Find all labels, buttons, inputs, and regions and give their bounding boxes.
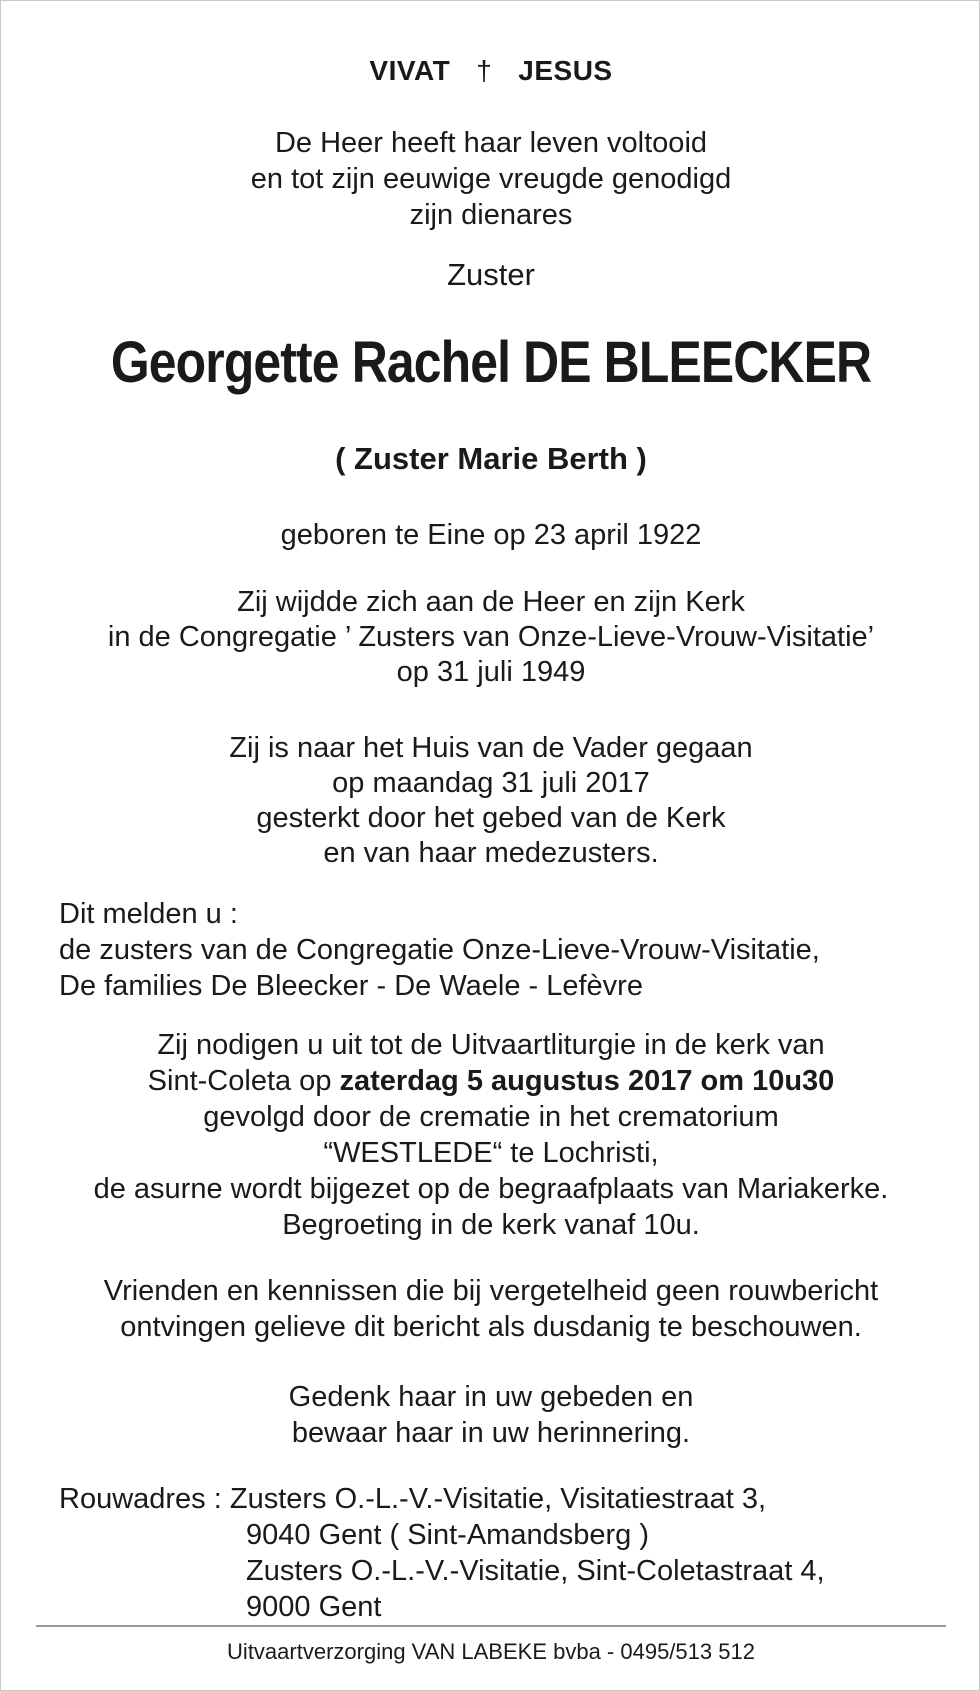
funeral-line: “WESTLEDE“ te Lochristi,: [323, 1137, 659, 1169]
intro-line: De Heer heeft haar leven voltooid: [274, 127, 708, 159]
funeral-line: de asurne wordt bijgezet op de begraafplaats van Mariakerke.: [93, 1173, 889, 1205]
address-line: 9000 Gent: [246, 1591, 382, 1623]
address-line: Rouwadres : Zusters O.-L.-V.-Visitatie, Visitatiestraat 3,: [59, 1483, 767, 1515]
motto-right: JESUS: [518, 55, 613, 86]
vows-line: Zij wijdde zich aan de Heer en zijn Kerk: [237, 586, 745, 618]
funeral-line: gevolgd door de crematie in het crematorium: [203, 1101, 779, 1133]
vows-line: in de Congregatie ’ Zusters van Onze-Lieve-Vrouw-Visitatie’: [107, 621, 875, 653]
mourning-address: [59, 1481, 825, 1625]
vows-info: [1, 585, 980, 690]
memory-line: Gedenk haar in uw gebeden en: [288, 1381, 694, 1413]
funeral-info: [1, 1027, 980, 1243]
religious-name: ( Zuster Marie Berth ): [335, 441, 647, 476]
death-line: gesterkt door het gebed van de Kerk: [256, 802, 726, 834]
memory-text: [1, 1379, 980, 1451]
note-line: Vrienden en kennissen die bij vergetelheid geen rouwbericht: [103, 1275, 879, 1307]
cross-icon: †: [476, 55, 493, 86]
intro-line: en tot zijn eeuwige vreugde genodigd: [250, 163, 732, 195]
funeral-line: [1, 1063, 980, 1099]
notice-note: [1, 1273, 980, 1345]
announce-line: De families De Bleecker - De Waele - Lefèvre: [59, 970, 643, 1002]
funeral-director: Uitvaartverzorging VAN LABEKE bvba - 0495/513 512: [227, 1639, 755, 1664]
funeral-date: zaterdag 5 augustus 2017 om 10u30: [339, 1065, 835, 1097]
birth-info: geboren te Eine op 23 april 1922: [280, 519, 702, 551]
title: Zuster: [447, 257, 535, 292]
announce-line: de zusters van de Congregatie Onze-Lieve-Vrouw-Visitatie,: [59, 934, 820, 966]
address-line: 9040 Gent ( Sint-Amandsberg ): [246, 1519, 649, 1551]
funeral-line: Zij nodigen u uit tot de Uitvaartliturgie in de kerk van: [157, 1029, 825, 1061]
vows-line: op 31 juli 1949: [396, 656, 586, 688]
death-line: op maandag 31 juli 2017: [332, 767, 650, 799]
intro-text: [1, 125, 980, 233]
death-line: en van haar medezusters.: [323, 837, 659, 869]
intro-line: zijn dienares: [409, 199, 573, 231]
announce-line: Dit melden u :: [59, 898, 238, 930]
memory-line: bewaar haar in uw herinnering.: [291, 1417, 691, 1449]
death-info: [1, 731, 980, 871]
announcement: [59, 896, 820, 1004]
deceased-name: Georgette Rachel DE BLEECKER: [110, 330, 872, 395]
death-line: Zij is naar het Huis van de Vader gegaan: [229, 732, 753, 764]
footer-divider: [36, 1625, 946, 1627]
funeral-line: Begroeting in de kerk vanaf 10u.: [282, 1209, 700, 1241]
funeral-place: Sint-Coleta op: [147, 1065, 340, 1097]
address-line: Zusters O.-L.-V.-Visitatie, Sint-Coletastraat 4,: [246, 1555, 825, 1587]
motto-left: VIVAT: [369, 55, 451, 86]
motto: [1, 55, 980, 87]
note-line: ontvingen gelieve dit bericht als dusdanig te beschouwen.: [120, 1311, 862, 1343]
